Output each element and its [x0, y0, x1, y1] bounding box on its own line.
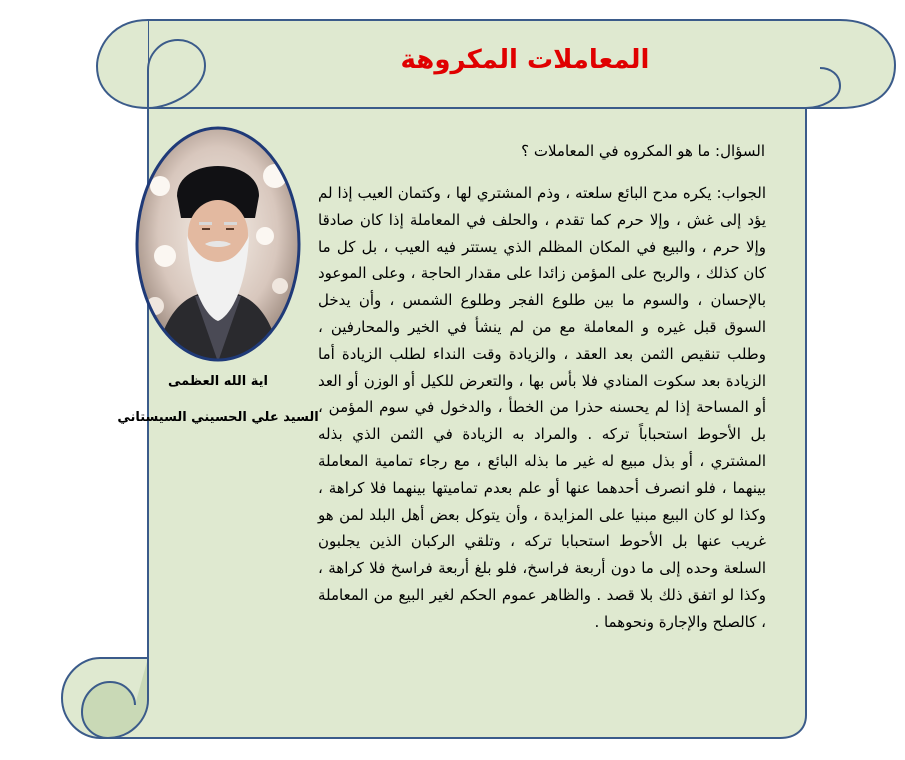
question-text: السؤال: ما هو المكروه في المعاملات ؟ [521, 142, 765, 160]
scholar-portrait [135, 126, 301, 362]
portrait-icon [135, 126, 301, 362]
scholar-name: السيد علي الحسيني السيستاني [117, 410, 319, 425]
page-title: المعاملات المكروهة [400, 45, 650, 75]
answer-text: الجواب: يكره مدح البائع سلعته ، وذم المشتري لها ، وكتمان العيب إذا لم يؤد إلى غش ، وإلا حرم كما تقدم ، والحلف في المعاملة إذا كان صادقا وإلا حرم ، والبيع في المكان المظلم الذي يستتر فيه العيب ، بل كل ما كان كذلك ، والربح على المؤمن زائدا على مقدار الحاجة ، وعلى الموعود بالإحسان ، والسوم ما بين طلوع الفجر وطلوع الشمس ، وأن يدخل السوق قبل غيره و المعاملة مع من لم ينشأ في الخير والمحارفين ، وطلب تنقيص الثمن بعد العقد ، والزيادة وقت النداء لطلب الزيادة أما الزيادة بعد سكوت المنادي فلا بأس بها ، والتعرض للكيل أو الوزن أو العد أو المساحة إذا لم يحسنه حذرا من الخطأ ، والدخول في سوم المؤمن ، بل الأحوط استحباباً تركه . والمراد به الزيادة في الثمن الذي بذله المشتري ، أو بذل مبيع له غير ما بذله البائع ، مع رجاء تمامية المعاملة بينهما ، فلو انصرف أحدهما عنها أو علم بعدم تماميتها بينهما فلا كراهة ، وكذا لو كان البيع مبنيا على المزايدة ، وأن يتوكل بعض أهل البلد لمن هو غريب عنها بل الأحوط استحبابا تركه ، وتلقي الركبان الذين يجلبون السلعة وحده إلى ما دون أربعة فراسخ، فلو بلغ أربعة فراسخ فلا كراهة ، وكذا لو اتفق ذلك بلا قصد . والظاهر عموم الحكم لغير البيع من المعاملة ، كالصلح والإجارة ونحوهما . [318, 184, 766, 631]
scholar-title: اية الله العظمى [167, 374, 268, 389]
